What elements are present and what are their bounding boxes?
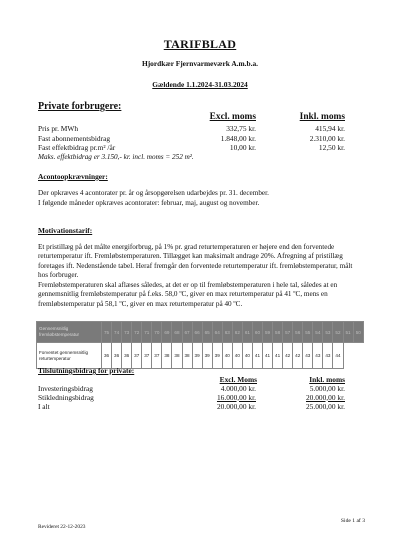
table-row-label: Forventet gennemsnitlig returtemperatur — [37, 343, 102, 369]
motivation-table — [36, 321, 364, 369]
table-cell: 43 — [323, 343, 333, 369]
tilslutning-row-total — [0, 402, 400, 412]
table-cell: 37 — [152, 343, 162, 369]
price-row-abonnement — [0, 134, 400, 144]
revision-date: Revideret 22-12-2023 — [38, 524, 86, 530]
col-inkl-moms: Inkl. moms — [299, 112, 345, 122]
col-inkl-moms-2: Inkl. moms — [309, 375, 345, 384]
private-heading: Private forbrugere: — [38, 101, 122, 112]
row-incl: 415,94 kr. — [315, 124, 345, 133]
row-incl: 5.000,00 kr. — [309, 383, 345, 393]
row-incl: 12,50 kr. — [318, 143, 345, 152]
motivation-paragraph-2: Fremløbstemperaturen skal aflæses således, at det er op til fremløbstemperaturen i hele tal, således at en gennemsnitlig fremløbstemperatur på f.eks. 58,0 ºC, giver en max returtemperatur på 41 ºC, mens en fremløbstemperatur på 58,1 ºC, giver en max returtemperatur på 40 ºC. — [38, 281, 338, 308]
table-cell: 55 — [303, 322, 313, 343]
table-cell: 41 — [252, 343, 262, 369]
table-cell: 43 — [303, 343, 313, 369]
row-excl: 10,00 kr. — [229, 143, 256, 152]
table-cell: 52 — [333, 322, 343, 343]
table-cell: 40 — [232, 343, 242, 369]
table-cell: 42 — [293, 343, 303, 369]
price-row-effekt — [0, 143, 400, 153]
table-cell: 63 — [222, 322, 232, 343]
row-excl: 1.848,00 kr. — [220, 133, 256, 143]
col-excl-moms-2: Excl. Moms — [219, 375, 257, 384]
table-cell: 36 — [122, 343, 132, 369]
row-incl: 25.000,00 kr. — [305, 401, 345, 411]
max-effekt-note: Maks. effektbidrag er 3.150,- kr. incl. moms = 252 m². — [38, 153, 194, 161]
table-cell: 42 — [283, 343, 293, 369]
motivation-heading: Motivationstarif: — [38, 226, 93, 235]
table-cell: 66 — [192, 322, 202, 343]
table-cell: 67 — [182, 322, 192, 343]
table-row-label: Gennemsnitlig fremløbstemperatur — [37, 322, 102, 343]
table-cell: 38 — [172, 343, 182, 369]
table-cell: 70 — [152, 322, 162, 343]
table-cell: 65 — [202, 322, 212, 343]
price-row-mwh — [0, 124, 400, 134]
table-cell: 51 — [343, 322, 353, 343]
row-label: Stikledningsbidrag — [38, 392, 94, 402]
page-title: TARIFBLAD — [163, 37, 237, 51]
table-row-retur — [37, 343, 364, 369]
table-row-fremloeb — [37, 322, 364, 343]
tilslutning-heading: Tilslutningsbidrag for private: — [38, 366, 135, 375]
table-cell: 44 — [333, 343, 343, 369]
table-cell: 37 — [142, 343, 152, 369]
acconto-line-1: Der opkræves 4 acontorater pr. år og årsopgørelsen udarbejdes pr. 31. december. — [38, 189, 269, 197]
table-cell: 38 — [182, 343, 192, 369]
table-cell: 64 — [212, 322, 222, 343]
page-number: Side 1 af 3 — [340, 518, 365, 524]
row-label: Fast effektbidrag pr.m² /år — [38, 143, 116, 152]
table-cell: 56 — [293, 322, 303, 343]
table-cell: 75 — [102, 322, 112, 343]
table-cell: 59 — [263, 322, 273, 343]
table-cell: 73 — [122, 322, 132, 343]
table-cell: 41 — [273, 343, 283, 369]
table-cell: 71 — [142, 322, 152, 343]
table-cell: 62 — [232, 322, 242, 343]
row-excl: 332,75 kr. — [226, 124, 256, 133]
table-cell: 72 — [132, 322, 142, 343]
table-cell: 38 — [162, 343, 172, 369]
row-label: Pris pr. MWh — [38, 124, 79, 133]
table-cell: 61 — [242, 322, 252, 343]
row-excl: 4.000,00 kr. — [220, 383, 256, 393]
table-cell: 43 — [313, 343, 323, 369]
table-cell: 39 — [212, 343, 222, 369]
row-excl: 20.000,00 kr. — [216, 401, 256, 411]
validity-period: Gældende 1.1.2024-31.03.2024 — [152, 80, 248, 89]
table-cell: 37 — [132, 343, 142, 369]
table-cell: 74 — [112, 322, 122, 343]
table-cell: 69 — [162, 322, 172, 343]
table-cell: 40 — [222, 343, 232, 369]
row-incl: 2.310,00 kr. — [309, 133, 345, 143]
acconto-line-2: I følgende måneder opkræves acontorater: februar, maj, august og november. — [38, 199, 260, 207]
table-cell: 36 — [112, 343, 122, 369]
table-cell: 68 — [172, 322, 182, 343]
col-excl-moms: Excl. moms — [209, 112, 256, 122]
row-label: Fast abonnementsbidrag — [38, 133, 111, 143]
table-cell: 50 — [353, 322, 363, 343]
table-cell: 54 — [313, 322, 323, 343]
table-cell: 40 — [242, 343, 252, 369]
table-cell: 41 — [263, 343, 273, 369]
table-cell: 60 — [252, 322, 262, 343]
table-cell: 39 — [192, 343, 202, 369]
motivation-paragraph-1: Et pristillæg på det målte energiforbrug, på 1% pr. grad returtemperaturen er højere end den forventede returtemperatur ift. Fremløbstemperaturen. Tillægget kan maksimalt andrage 20%. Afregning af pristillæg foretages ift. Nedenstående tabel. Heraf fremgår den forventede returtemperatur ift. fremløbstemperatur, målt hos forbruger. — [38, 243, 353, 280]
table-cell: 58 — [273, 322, 283, 343]
row-excl: 16.000,00 kr. — [216, 392, 256, 402]
table-cell: 53 — [323, 322, 333, 343]
row-label: I alt — [38, 401, 50, 411]
table-cell: 57 — [283, 322, 293, 343]
table-cell: 36 — [102, 343, 112, 369]
row-incl: 20.000,00 kr. — [305, 392, 345, 402]
company-name: Hjordkær Fjernvarmeværk A.m.b.a. — [141, 59, 259, 68]
acconto-heading: Acontoopkrævninger: — [38, 172, 108, 181]
row-label: Investeringsbidrag — [38, 383, 94, 393]
table-cell: 39 — [202, 343, 212, 369]
